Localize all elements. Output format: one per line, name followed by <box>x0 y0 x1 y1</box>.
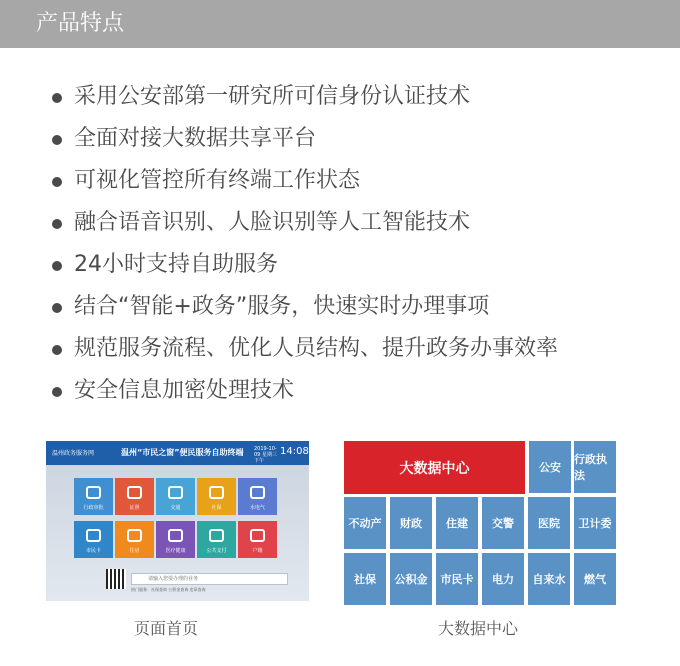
home-tile-10[interactable] <box>238 521 277 558</box>
home-tile-label: 证照 <box>129 505 140 511</box>
feature-text: 规范服务流程、优化人员结构、提升政务办事效率 <box>74 336 559 361</box>
home-tile-label: 行政审批 <box>83 505 104 511</box>
bigdata-tile-1[interactable]: 公安 <box>529 441 571 493</box>
feature-item <box>52 160 558 202</box>
feature-text: 结合“智能+政务”服务，快速实时办理事项 <box>74 294 490 319</box>
feature-text: 融合语音识别、人脸识别等人工智能技术 <box>74 210 471 235</box>
feature-text: 可视化管控所有终端工作状态 <box>74 168 361 193</box>
bullet-icon <box>52 219 62 229</box>
bullet-icon <box>52 387 62 397</box>
home-tile-8[interactable] <box>156 521 195 558</box>
id-icon <box>250 529 265 542</box>
home-tile-3[interactable] <box>156 478 195 515</box>
bigdata-tile-9[interactable]: 社保 <box>344 553 386 605</box>
bullet-icon <box>52 177 62 187</box>
yuan-icon <box>209 529 224 542</box>
feature-item <box>52 244 558 286</box>
home-tile-7[interactable] <box>115 521 154 558</box>
feature-item <box>52 286 558 328</box>
home-tile-2[interactable] <box>115 478 154 515</box>
bigdata-caption: 大数据中心 <box>438 619 519 638</box>
bullet-icon <box>52 135 62 145</box>
home-tile-1[interactable] <box>74 478 113 515</box>
home-brand: 温州“市民之窗”便民服务自助终端 <box>121 448 244 457</box>
train-icon <box>168 486 183 499</box>
feature-text: 全面对接大数据共享平台 <box>74 126 317 151</box>
feature-item <box>52 370 558 412</box>
bigdata-main-tile[interactable]: 大数据中心 <box>344 441 525 494</box>
home-tile-label: 水电气 <box>249 505 265 511</box>
qr-code-icon <box>106 569 126 589</box>
section-title: 产品特点 <box>36 11 125 36</box>
bigdata-tile-2[interactable]: 行政执法 <box>574 441 616 493</box>
feature-text: 24小时支持自助服务 <box>74 252 278 277</box>
home-tile-label: 公共支付 <box>206 548 227 554</box>
card-icon <box>86 529 101 542</box>
home-tile-label: 社保 <box>211 505 222 511</box>
feature-item <box>52 328 558 370</box>
home-topbar <box>46 441 309 465</box>
bigdata-tile-5[interactable]: 住建 <box>436 497 478 549</box>
bigdata-tile-14[interactable]: 燃气 <box>574 553 616 605</box>
bullet-icon <box>52 345 62 355</box>
feature-item <box>52 202 558 244</box>
social-security-icon <box>209 486 224 499</box>
home-icon <box>250 486 265 499</box>
home-tile-4[interactable] <box>197 478 236 515</box>
feature-text: 安全信息加密处理技术 <box>74 378 295 403</box>
bigdata-tile-4[interactable]: 财政 <box>390 497 432 549</box>
building-icon <box>127 529 142 542</box>
bigdata-tile-8[interactable]: 卫计委 <box>574 497 616 549</box>
search-input[interactable] <box>131 573 288 585</box>
feature-list <box>52 76 558 412</box>
home-tile-9[interactable] <box>197 521 236 558</box>
home-page-screenshot <box>46 441 309 601</box>
bigdata-tile-6[interactable]: 交警 <box>482 497 524 549</box>
printer-icon <box>127 486 142 499</box>
home-tile-label: 医疗健康 <box>165 548 186 554</box>
bullet-icon <box>52 93 62 103</box>
bullet-icon <box>52 303 62 313</box>
home-tile-5[interactable] <box>238 478 277 515</box>
bigdata-panel <box>344 441 618 605</box>
bigdata-tile-11[interactable]: 市民卡 <box>436 553 478 605</box>
search-placeholder: 请输入您要办理的业务 <box>148 576 199 582</box>
bigdata-tile-7[interactable]: 医院 <box>528 497 570 549</box>
feature-text: 采用公安部第一研究所可信身份认证技术 <box>74 84 471 109</box>
home-logo: 温州政务服务网 <box>52 450 95 457</box>
home-footer: 热门服务：社保查询 公积金查询 违章查询 <box>131 587 206 592</box>
home-time: 14:08 <box>280 446 309 457</box>
feature-item <box>52 76 558 118</box>
home-tile-6[interactable] <box>74 521 113 558</box>
medical-icon <box>168 529 183 542</box>
bullet-icon <box>52 261 62 271</box>
home-tile-label: 住房 <box>129 548 140 554</box>
feature-item <box>52 118 558 160</box>
home-tile-label: 户籍 <box>252 548 263 554</box>
bigdata-tile-10[interactable]: 公积金 <box>390 553 432 605</box>
section-header <box>0 0 680 48</box>
approval-icon <box>86 486 101 499</box>
bigdata-tile-12[interactable]: 电力 <box>482 553 524 605</box>
home-caption: 页面首页 <box>134 619 199 638</box>
home-date: 2019-10-09 星期三 下午 <box>254 446 277 464</box>
bigdata-tile-3[interactable]: 不动产 <box>344 497 386 549</box>
home-tile-label: 交通 <box>170 505 181 511</box>
bigdata-tile-13[interactable]: 自来水 <box>528 553 570 605</box>
home-tile-label: 市民卡 <box>85 548 101 554</box>
